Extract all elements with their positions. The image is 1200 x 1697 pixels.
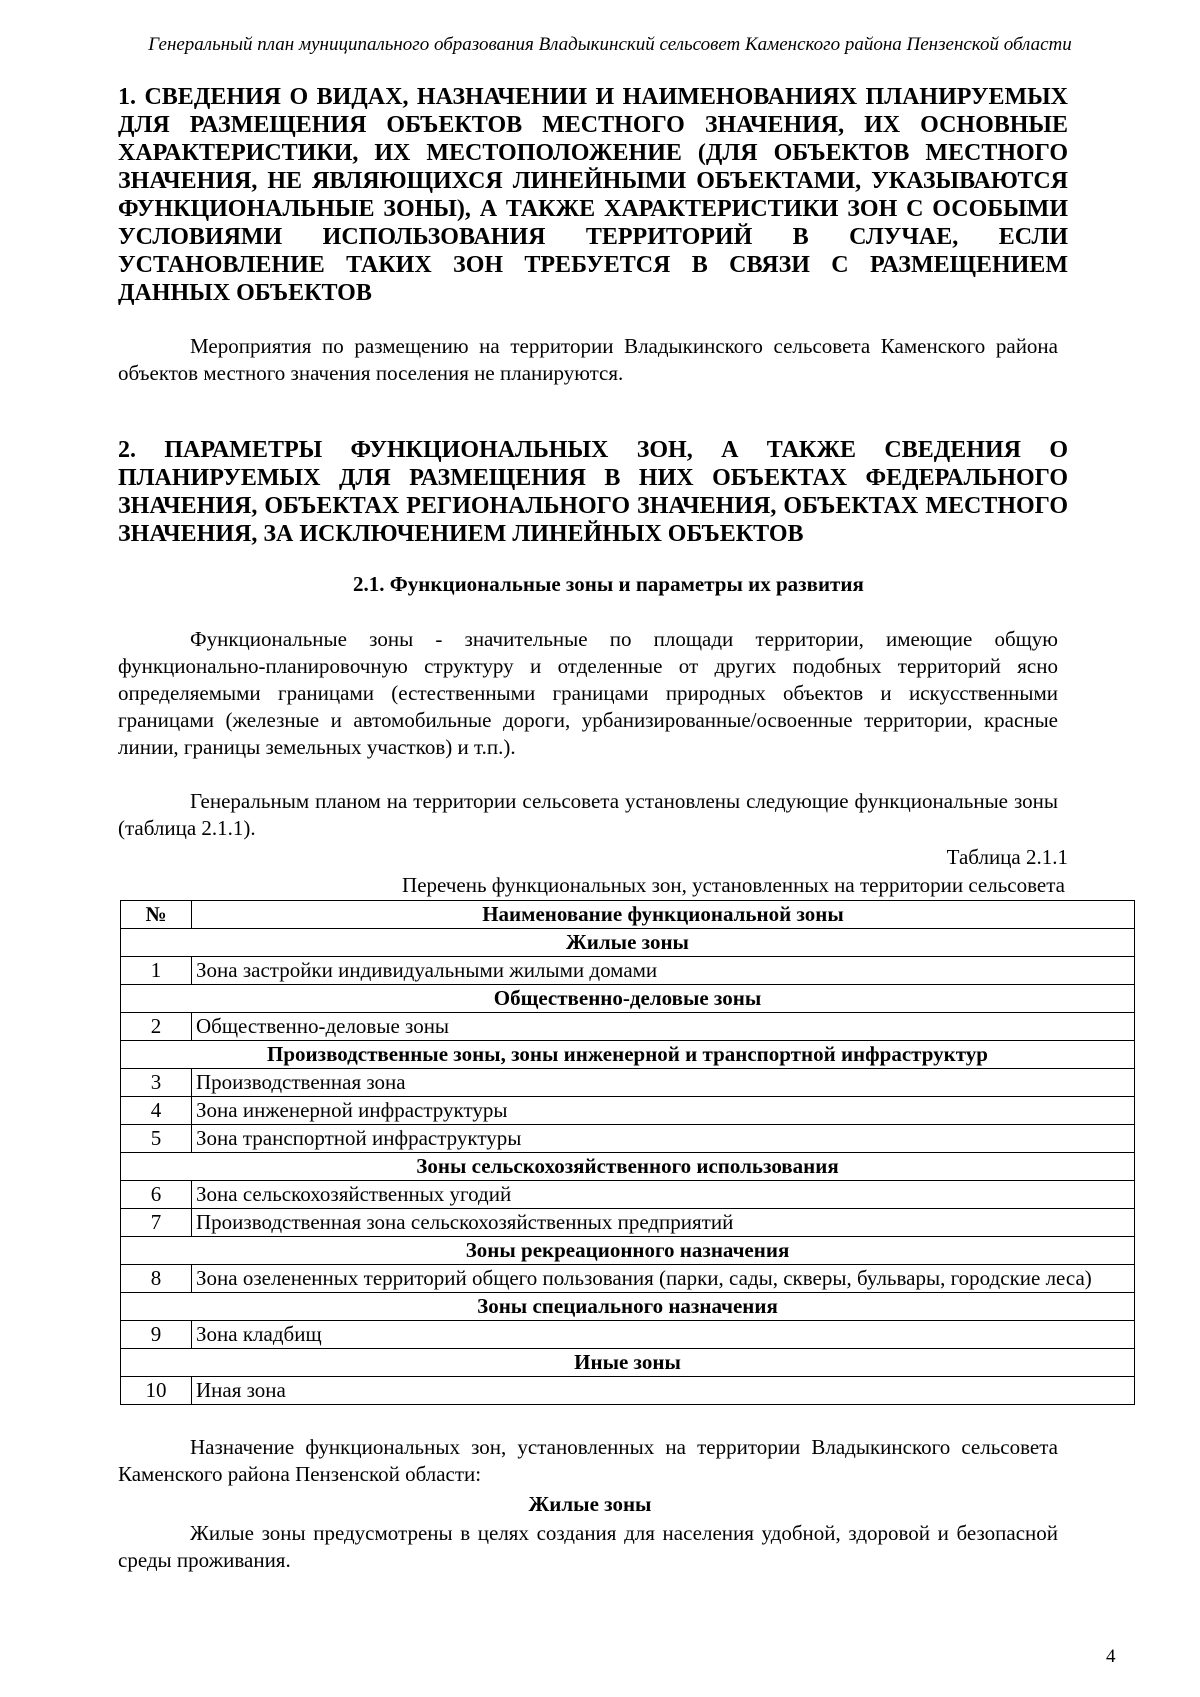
section-1-title: 1. СВЕДЕНИЯ О ВИДАХ, НАЗНАЧЕНИИ И НАИМЕНОВАНИЯХ ПЛАНИРУЕМЫХ ДЛЯ РАЗМЕЩЕНИЯ ОБЪЕКТОВ МЕСТНОГО ЗНАЧЕНИЯ, ИХ ОСНОВНЫЕ ХАРАКТЕРИСТИКИ, ИХ МЕСТОПОЛОЖЕНИЕ (ДЛЯ ОБЪЕКТОВ МЕСТНОГО ЗНАЧЕНИЯ, НЕ ЯВЛЯЮЩИХСЯ ЛИНЕЙНЫМИ ОБЪЕКТАМИ, УКАЗЫВАЮТСЯ ФУНКЦИОНАЛЬНЫЕ ЗОНЫ), А ТАКЖЕ ХАРАКТЕРИСТИКИ ЗОН С ОСОБЫМИ УСЛОВИЯМИ ИСПОЛЬЗОВАНИЯ ТЕРРИТОРИЙ В СЛУЧАЕ, ЕСЛИ УСТАНОВЛЕНИЕ ТАКИХ ЗОН ТРЕБУЕТСЯ В СВЯЗИ С РАЗМЕЩЕНИЕМ ДАННЫХ ОБЪЕКТОВ xyxy=(118,84,1068,306)
table-group-row xyxy=(121,929,1135,957)
row-number: 10 xyxy=(121,1377,192,1405)
table-title: Перечень функциональных зон, установленных на территории сельсовета xyxy=(402,873,1065,897)
table-group-row xyxy=(121,1153,1135,1181)
page-header: Генеральный план муниципального образования Владыкинский сельсовет Каменского района Пензенской области xyxy=(148,34,1072,55)
row-zone-name: Зона застройки индивидуальными жилыми домами xyxy=(192,957,1135,985)
row-zone-name: Зона кладбищ xyxy=(192,1321,1135,1349)
table-row xyxy=(121,1097,1135,1125)
header-num: № xyxy=(121,901,192,929)
row-number: 5 xyxy=(121,1125,192,1153)
row-zone-name: Зона транспортной инфраструктуры xyxy=(192,1125,1135,1153)
table-header-row xyxy=(121,901,1135,929)
row-zone-name: Иная зона xyxy=(192,1377,1135,1405)
subsection-title: 2.1. Функциональные зоны и параметры их развития xyxy=(353,572,864,596)
table-row xyxy=(121,1125,1135,1153)
row-number: 1 xyxy=(121,957,192,985)
row-number: 6 xyxy=(121,1181,192,1209)
row-zone-name: Зона сельскохозяйственных угодий xyxy=(192,1181,1135,1209)
table-group-row xyxy=(121,1041,1135,1069)
zone-heading: Жилые зоны xyxy=(528,1492,652,1516)
row-number: 4 xyxy=(121,1097,192,1125)
group-label: Жилые зоны xyxy=(121,929,1135,957)
group-label: Общественно-деловые зоны xyxy=(121,985,1135,1013)
zones-purpose-paragraph: Назначение функциональных зон, установленных на территории Владыкинского сельсовета Каменского района Пензенской области: xyxy=(118,1435,1058,1486)
row-number: 9 xyxy=(121,1321,192,1349)
row-number: 7 xyxy=(121,1209,192,1237)
table-row xyxy=(121,1069,1135,1097)
row-number: 8 xyxy=(121,1265,192,1293)
row-zone-name: Общественно-деловые зоны xyxy=(192,1013,1135,1041)
section-1-paragraph: Мероприятия по размещению на территории Владыкинского сельсовета Каменского района объектов местного значения поселения не планируются. xyxy=(118,334,1058,385)
table-row xyxy=(121,957,1135,985)
table-row xyxy=(121,1321,1135,1349)
table-group-row xyxy=(121,1293,1135,1321)
zones-table xyxy=(120,900,1135,1405)
residential-zones-paragraph: Жилые зоны предусмотрены в целях создания для населения удобной, здоровой и безопасной среды проживания. xyxy=(118,1521,1058,1572)
group-label: Зоны рекреационного назначения xyxy=(121,1237,1135,1265)
group-label: Иные зоны xyxy=(121,1349,1135,1377)
page-number: 4 xyxy=(1106,1646,1116,1667)
functional-zones-definition: Функциональные зоны - значительные по площади территории, имеющие общую функционально-планировочную структуру и отделенные от других подобных территорий ясно определяемыми границами (естественными границами природных объектов и искусственными границами (железные и автомобильные дороги, урбанизированные/освоенные территории, красные линии, границы земельных участков) и т.п.). xyxy=(118,627,1058,759)
section-2-title: 2. ПАРАМЕТРЫ ФУНКЦИОНАЛЬНЫХ ЗОН, А ТАКЖЕ СВЕДЕНИЯ О ПЛАНИРУЕМЫХ ДЛЯ РАЗМЕЩЕНИЯ В НИХ ОБЪЕКТАХ ФЕДЕРАЛЬНОГО ЗНАЧЕНИЯ, ОБЪЕКТАХ РЕГИОНАЛЬНОГО ЗНАЧЕНИЯ, ОБЪЕКТАХ МЕСТНОГО ЗНАЧЕНИЯ, ЗА ИСКЛЮЧЕНИЕМ ЛИНЕЙНЫХ ОБЪЕКТОВ xyxy=(118,437,1068,547)
table-row xyxy=(121,1377,1135,1405)
group-label: Зоны специального назначения xyxy=(121,1293,1135,1321)
table-group-row xyxy=(121,1237,1135,1265)
table-row xyxy=(121,1209,1135,1237)
header-name: Наименование функциональной зоны xyxy=(192,901,1135,929)
table-row xyxy=(121,1265,1135,1293)
row-number: 3 xyxy=(121,1069,192,1097)
row-zone-name: Зона озелененных территорий общего пользования (парки, сады, скверы, бульвары, городские леса) xyxy=(192,1265,1135,1293)
table-row xyxy=(121,1181,1135,1209)
group-label: Зоны сельскохозяйственного использования xyxy=(121,1153,1135,1181)
group-label: Производственные зоны, зоны инженерной и транспортной инфраструктур xyxy=(121,1041,1135,1069)
table-group-row xyxy=(121,1349,1135,1377)
row-number: 2 xyxy=(121,1013,192,1041)
table-group-row xyxy=(121,985,1135,1013)
row-zone-name: Производственная зона xyxy=(192,1069,1135,1097)
general-plan-paragraph: Генеральным планом на территории сельсовета установлены следующие функциональные зоны (таблица 2.1.1). xyxy=(118,789,1058,840)
row-zone-name: Производственная зона сельскохозяйственных предприятий xyxy=(192,1209,1135,1237)
table-row xyxy=(121,1013,1135,1041)
row-zone-name: Зона инженерной инфраструктуры xyxy=(192,1097,1135,1125)
table-caption: Таблица 2.1.1 xyxy=(946,845,1068,869)
